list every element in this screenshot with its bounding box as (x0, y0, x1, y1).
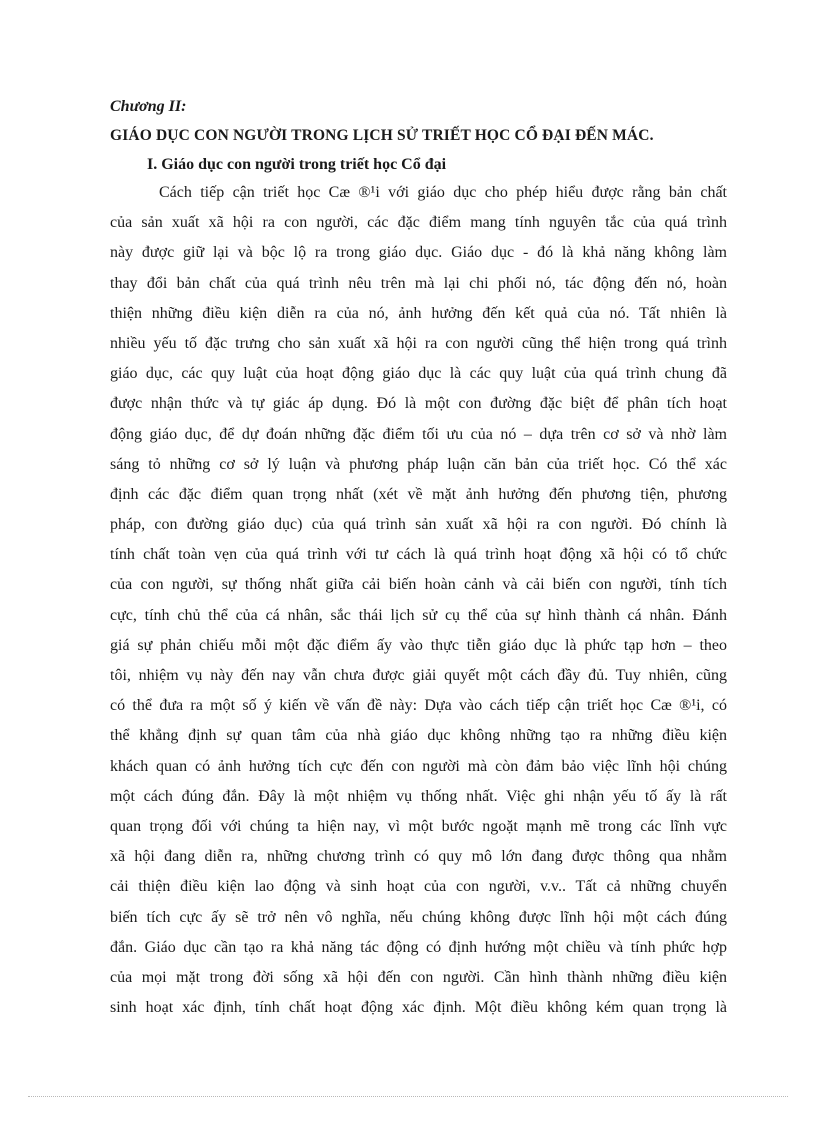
paragraph-line: thể khẳng định sự quan tâm của nhà giáo dục không những tạo ra những điều kiện (110, 727, 727, 745)
paragraph-line: quan trọng đối với chúng ta hiện nay, vì một bước ngoặt mạnh mẽ trong các lĩnh vực (110, 817, 727, 835)
body-paragraph (110, 178, 727, 1023)
paragraph-line: sáng tỏ những cơ sở lý luận và phương pháp luận căn bản của triết học. Có thể xác (110, 455, 727, 473)
paragraph-line: của sản xuất xã hội ra con người, các đặc điểm mang tính nguyên tắc của quá trình (110, 214, 727, 232)
paragraph-line: của con người, sự thống nhất giữa cải biến hoàn cảnh và cải biến con người, tính tích (110, 576, 727, 594)
paragraph-line: Cách tiếp cận triết học Cæ ®¹i với giáo dục cho phép hiểu được rằng bản chất (159, 184, 727, 201)
page-bottom-divider (28, 1096, 788, 1097)
paragraph-line: cải thiện điều kiện lao động và sinh hoạt của con người, v.v.. Tất cả những chuyển (110, 878, 727, 896)
paragraph-line: một cách đúng đắn. Đây là một nhiệm vụ thống nhất. Việc ghi nhận yếu tố ấy là rất (110, 787, 727, 805)
document-page (110, 96, 727, 1023)
paragraph-line: xã hội đang diễn ra, những chương trình có quy mô lớn đang được thông qua nhằm (110, 848, 727, 866)
paragraph-line: pháp, con đường giáo dục) của quá trình sản xuất xã hội ra con người. Đó chính là (110, 516, 727, 534)
paragraph-line: khách quan có ảnh hưởng tích cực đến con người mà còn đảm bảo việc lĩnh hội chúng (110, 757, 727, 775)
section-heading: I. Giáo dục con người trong triết học Cổ đại (147, 156, 447, 173)
paragraph-line: định các đặc điểm quan trọng nhất (xét về mặt ảnh hưởng đến phương tiện, phương (110, 485, 727, 503)
paragraph-line: có thể đưa ra một số ý kiến về vấn đề này: Dựa vào cách tiếp cận triết học Cæ ®¹i, có (110, 697, 727, 715)
paragraph-line: biến tích cực ấy sẽ trở nên vô nghĩa, nếu chúng không được lĩnh hội một cách đúng (110, 908, 727, 926)
paragraph-line: được nhận thức và tự giác áp dụng. Đó là một con đường đặc biệt để phân tích hoạt (110, 395, 727, 413)
paragraph-line: của mọi mặt trong đời sống xã hội đến con người. Cần hình thành những điều kiện (110, 968, 727, 986)
paragraph-line: động giáo dục, để dự đoán những đặc điểm tối ưu của nó – dựa trên cơ sở và nhờ làm (110, 425, 727, 443)
paragraph-line: tính chất toàn vẹn của quá trình với tư cách là quá trình hoạt động xã hội có tổ chức (110, 546, 727, 564)
paragraph-line: cực, tính chủ thể của cá nhân, sắc thái lịch sử cụ thể của sự hình thành cá nhân. Đánh (110, 606, 727, 624)
paragraph-line: nhiều yếu tố đặc trưng cho sản xuất xã hội ra con người cũng thể hiện trong quá trình (110, 334, 727, 352)
paragraph-line: giá sự phản chiếu mỗi một đặc điểm ấy vào thực tiễn giáo dục là phức tạp hơn – theo (110, 636, 727, 654)
paragraph-line: giáo dục, các quy luật của hoạt động giáo dục là các quy luật của quá trình chung đã (110, 365, 727, 383)
paragraph-line: thay đổi bản chất của quá trình nêu trên mà lại chi phối nó, tác động đến nó, hoàn (110, 274, 727, 292)
chapter-label: Chương II: (110, 98, 187, 115)
paragraph-line: sinh hoạt xác định, tính chất hoạt động xác định. Một điều không kém quan trọng là (110, 999, 727, 1017)
paragraph-line: này được giữ lại và bộc lộ ra trong giáo dục. Giáo dục - đó là khả năng không làm (110, 244, 727, 262)
paragraph-line: thiện những điều kiện diễn ra của nó, ảnh hưởng đến kết quả của nó. Tất nhiên là (110, 304, 727, 322)
paragraph-line: đắn. Giáo dục cần tạo ra khả năng tác động có định hướng một chiều và tính phức hợp (110, 938, 727, 956)
chapter-title: GIÁO DỤC CON NGƯỜI TRONG LỊCH SỬ TRIẾT HỌC CỔ ĐẠI ĐẾN MÁC. (110, 127, 654, 144)
paragraph-line: tôi, nhiệm vụ này đến nay vẫn chưa được giải quyết một cách đầy đủ. Tuy nhiên, cũng (110, 667, 727, 684)
